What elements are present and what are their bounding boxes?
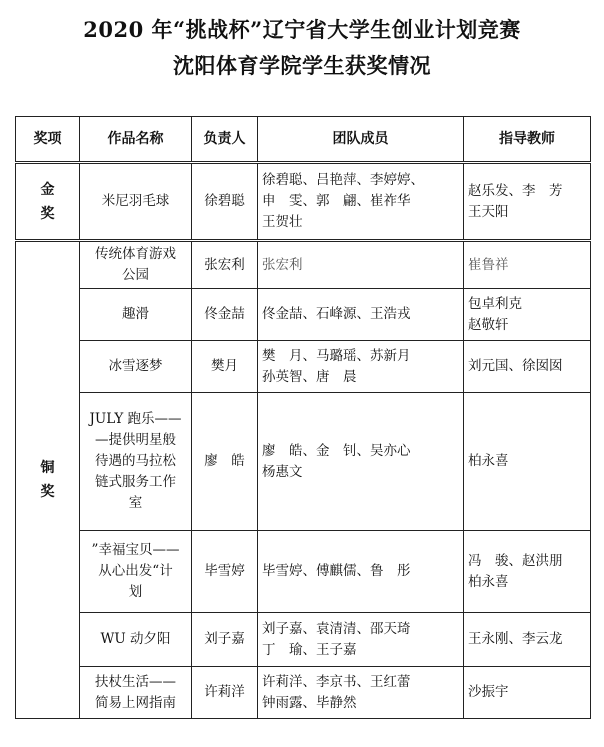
leader-name: 许莉洋 [192, 667, 258, 719]
table-row [16, 163, 591, 241]
team-members: 刘子嘉、袁清清、邵天琦 丁 瑜、王子嘉 [258, 613, 464, 667]
work-name: 扶杖生活—— 简易上网指南 [80, 667, 192, 719]
header-work: 作品名称 [80, 117, 192, 163]
header-team: 团队成员 [258, 117, 464, 163]
team-members: 张宏利 [258, 241, 464, 289]
page-subtitle: 沈阳体育学院学生获奖情况 [173, 53, 431, 78]
awards-table [15, 116, 591, 719]
table-row [16, 289, 591, 341]
work-name: JULY 跑乐—— —提供明星般 待遇的马拉松 链式服务工作 室 [80, 393, 192, 531]
table-header-row [16, 117, 591, 163]
table-row [16, 531, 591, 613]
category-bronze: 铜奖 [16, 241, 80, 719]
team-members: 许莉洋、李京书、王红蕾 钟雨露、毕静然 [258, 667, 464, 719]
work-name: ”幸福宝贝—— 从心出发“计 划 [80, 531, 192, 613]
advisors: 冯 骏、赵洪朋 柏永喜 [464, 531, 591, 613]
table-row [16, 667, 591, 719]
advisors: 王永刚、李云龙 [464, 613, 591, 667]
advisors: 刘元国、徐囡囡 [464, 341, 591, 393]
advisors: 柏永喜 [464, 393, 591, 531]
team-members: 徐碧聪、吕艳萍、李婷婷、 申 雯、郭 翩、崔祚华 王贺壮 [258, 163, 464, 241]
table-row [16, 393, 591, 531]
team-members: 佟金喆、石峰源、王浩戎 [258, 289, 464, 341]
header-category: 奖项 [16, 117, 80, 163]
work-name: 米尼羽毛球 [80, 163, 192, 241]
advisors: 包卓利克 赵敬轩 [464, 289, 591, 341]
category-gold: 金奖 [16, 163, 80, 241]
leader-name: 廖 皓 [192, 393, 258, 531]
advisors: 沙振宇 [464, 667, 591, 719]
work-name: 趣滑 [80, 289, 192, 341]
leader-name: 毕雪婷 [192, 531, 258, 613]
header-leader: 负责人 [192, 117, 258, 163]
leader-name: 刘子嘉 [192, 613, 258, 667]
page-title: 2020 年“挑战杯”辽宁省大学生创业计划竞赛 [83, 17, 521, 42]
header-advisor: 指导教师 [464, 117, 591, 163]
advisors: 赵乐发、李 芳 王天阳 [464, 163, 591, 241]
work-name: 冰雪逐梦 [80, 341, 192, 393]
team-members: 毕雪婷、傅麒儒、鲁 彤 [258, 531, 464, 613]
table-row [16, 341, 591, 393]
advisors: 崔鲁祥 [464, 241, 591, 289]
work-name: 传统体育游戏 公园 [80, 241, 192, 289]
table-row [16, 241, 591, 289]
leader-name: 佟金喆 [192, 289, 258, 341]
team-members: 樊 月、马璐瑶、苏新月 孙英智、唐 晨 [258, 341, 464, 393]
table-row [16, 613, 591, 667]
leader-name: 张宏利 [192, 241, 258, 289]
leader-name: 樊月 [192, 341, 258, 393]
leader-name: 徐碧聪 [192, 163, 258, 241]
work-name: WU 动夕阳 [80, 613, 192, 667]
team-members: 廖 皓、金 钊、吴亦心 杨惠文 [258, 393, 464, 531]
